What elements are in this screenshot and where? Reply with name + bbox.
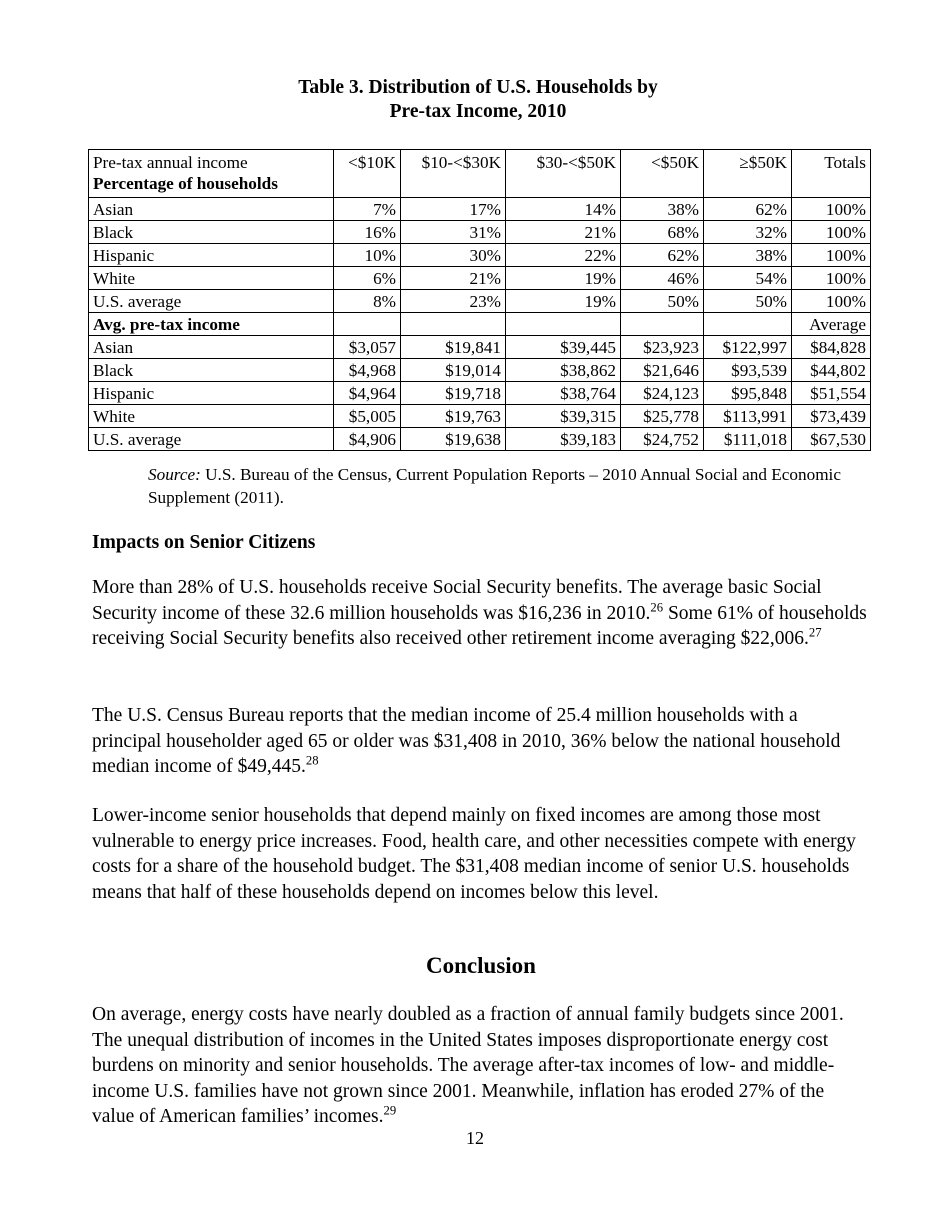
table-header-row: [89, 150, 871, 198]
header-label-line-2: Percentage of households: [93, 174, 278, 193]
cell: 38%: [621, 198, 704, 221]
cell: 10%: [334, 244, 401, 267]
subheader-blank-cell: [334, 313, 401, 336]
cell: $25,778: [621, 405, 704, 428]
paragraph-block-1: [92, 575, 870, 652]
column-header-totals: Totals: [792, 150, 871, 198]
table-row: [89, 198, 871, 221]
cell: 23%: [401, 290, 506, 313]
cell: 16%: [334, 221, 401, 244]
source-label: Source:: [148, 465, 201, 484]
cell: $39,445: [506, 336, 621, 359]
column-header-lt50k: <$50K: [621, 150, 704, 198]
cell: 8%: [334, 290, 401, 313]
table-source-note: [148, 463, 848, 509]
cell: 38%: [704, 244, 792, 267]
cell: $38,862: [506, 359, 621, 382]
paragraph-lower-income-seniors: Lower-income senior households that depend mainly on fixed incomes are among those most vulnerable to energy price increases. Food, health care, and other necessities compete with energy costs for a share of the household budget. The $31,408 median income of senior U.S. households means that half of these households depend on incomes below this level.: [92, 805, 856, 903]
table-row: [89, 359, 871, 382]
table-row: [89, 267, 871, 290]
cell: $3,057: [334, 336, 401, 359]
cell: $19,014: [401, 359, 506, 382]
row-label: Black: [89, 359, 334, 382]
footnote-ref-28: 28: [305, 753, 319, 768]
cell: 46%: [621, 267, 704, 290]
cell: $19,718: [401, 382, 506, 405]
cell: $19,638: [401, 428, 506, 451]
section-heading-conclusion: Conclusion: [426, 953, 536, 978]
cell: 14%: [506, 198, 621, 221]
paragraph-block-4: [92, 1002, 870, 1130]
column-header-30to50k: $30-<$50K: [506, 150, 621, 198]
para1-text-a: More than 28% of U.S. households receive Social Security benefits. The average basic Social Security income of these 32.6 million households was $16,236 in 2010.: [92, 577, 822, 624]
para2-text: The U.S. Census Bureau reports that the median income of 25.4 million households with a principal householder aged 65 or older was $31,408 in 2010, 36% below the national household median income of $49,445.: [92, 705, 841, 778]
table-row: [89, 244, 871, 267]
subheader-blank-cell: [621, 313, 704, 336]
cell: $113,991: [704, 405, 792, 428]
table-3-container: [88, 149, 870, 451]
cell: $44,802: [792, 359, 871, 382]
table-row: [89, 290, 871, 313]
cell: $51,554: [792, 382, 871, 405]
cell: 30%: [401, 244, 506, 267]
cell: 62%: [704, 198, 792, 221]
cell: 54%: [704, 267, 792, 290]
cell: 19%: [506, 267, 621, 290]
cell: $122,997: [704, 336, 792, 359]
subheader-blank-cell: [506, 313, 621, 336]
cell: $23,923: [621, 336, 704, 359]
cell: 100%: [792, 290, 871, 313]
table-title: [88, 76, 868, 124]
subheader-blank-cell: [401, 313, 506, 336]
cell: 22%: [506, 244, 621, 267]
table-row: [89, 336, 871, 359]
footnote-ref-29: 29: [383, 1103, 397, 1118]
cell: $4,964: [334, 382, 401, 405]
paragraph-conclusion-body: [92, 1002, 870, 1130]
cell: 31%: [401, 221, 506, 244]
row-label: U.S. average: [89, 290, 334, 313]
table-title-line-1: Table 3. Distribution of U.S. Households by: [298, 77, 658, 98]
cell: 100%: [792, 244, 871, 267]
table-row: [89, 428, 871, 451]
paragraph-social-security: [92, 575, 870, 652]
row-label: U.S. average: [89, 428, 334, 451]
cell: 100%: [792, 221, 871, 244]
cell: $19,763: [401, 405, 506, 428]
section-heading-senior-citizens: Impacts on Senior Citizens: [92, 532, 316, 553]
table-row: [89, 382, 871, 405]
cell: 62%: [621, 244, 704, 267]
cell: $21,646: [621, 359, 704, 382]
table-subheader-row-avg-income: [89, 313, 871, 336]
cell: $5,005: [334, 405, 401, 428]
column-header-gte50k: ≥$50K: [704, 150, 792, 198]
table-header-label-cell: [89, 150, 334, 198]
cell: 17%: [401, 198, 506, 221]
row-label: Black: [89, 221, 334, 244]
cell: $84,828: [792, 336, 871, 359]
cell: $4,968: [334, 359, 401, 382]
row-label: White: [89, 405, 334, 428]
cell: $73,439: [792, 405, 871, 428]
conclusion-heading-block: [92, 952, 870, 980]
cell: 100%: [792, 267, 871, 290]
cell: 50%: [621, 290, 704, 313]
subheader-average-label: Average: [792, 313, 871, 336]
footnote-ref-27: 27: [808, 625, 822, 640]
table-row: [89, 221, 871, 244]
source-text: U.S. Bureau of the Census, Current Population Reports – 2010 Annual Social and Economic Supplement (2011).: [148, 465, 841, 507]
row-label: Asian: [89, 198, 334, 221]
cell: $95,848: [704, 382, 792, 405]
cell: 100%: [792, 198, 871, 221]
paragraph-block-3: [92, 803, 870, 905]
row-label: White: [89, 267, 334, 290]
row-label: Hispanic: [89, 244, 334, 267]
cell: $39,183: [506, 428, 621, 451]
cell: 21%: [401, 267, 506, 290]
subheader-blank-cell: [704, 313, 792, 336]
cell: $67,530: [792, 428, 871, 451]
cell: $4,906: [334, 428, 401, 451]
table-title-line-2: Pre-tax Income, 2010: [389, 101, 567, 122]
column-header-lt10k: <$10K: [334, 150, 401, 198]
senior-heading-block: [92, 530, 870, 555]
cell: $19,841: [401, 336, 506, 359]
table-3: [88, 149, 871, 451]
cell: 19%: [506, 290, 621, 313]
cell: $24,752: [621, 428, 704, 451]
cell: 68%: [621, 221, 704, 244]
para4-text: On average, energy costs have nearly doubled as a fraction of annual family budgets since 2001. The unequal distribution of incomes in the United States imposes disproportionate energy cost burdens on minority and senior households. The average after-tax incomes of low- and middle-income U.S. families have not grown since 2001. Meanwhile, inflation has eroded 27% of the value of American families’ incomes.: [92, 1004, 844, 1128]
footnote-ref-26: 26: [650, 600, 664, 615]
cell: 50%: [704, 290, 792, 313]
para1-text-b: Some 61% of households receiving Social Security benefits also received other retirement income averaging $22,006.: [92, 602, 867, 650]
cell: $24,123: [621, 382, 704, 405]
column-header-10to30k: $10-<$30K: [401, 150, 506, 198]
header-label-line-1: Pre-tax annual income: [93, 153, 248, 172]
cell: $93,539: [704, 359, 792, 382]
subheader-label: Avg. pre-tax income: [89, 313, 334, 336]
cell: $38,764: [506, 382, 621, 405]
cell: $111,018: [704, 428, 792, 451]
cell: $39,315: [506, 405, 621, 428]
table-row: [89, 405, 871, 428]
row-label: Asian: [89, 336, 334, 359]
cell: 6%: [334, 267, 401, 290]
row-label: Hispanic: [89, 382, 334, 405]
paragraph-median-income: [92, 703, 870, 780]
cell: 7%: [334, 198, 401, 221]
cell: 32%: [704, 221, 792, 244]
cell: 21%: [506, 221, 621, 244]
page-number: 12: [466, 1128, 484, 1148]
paragraph-block-2: [92, 703, 870, 780]
